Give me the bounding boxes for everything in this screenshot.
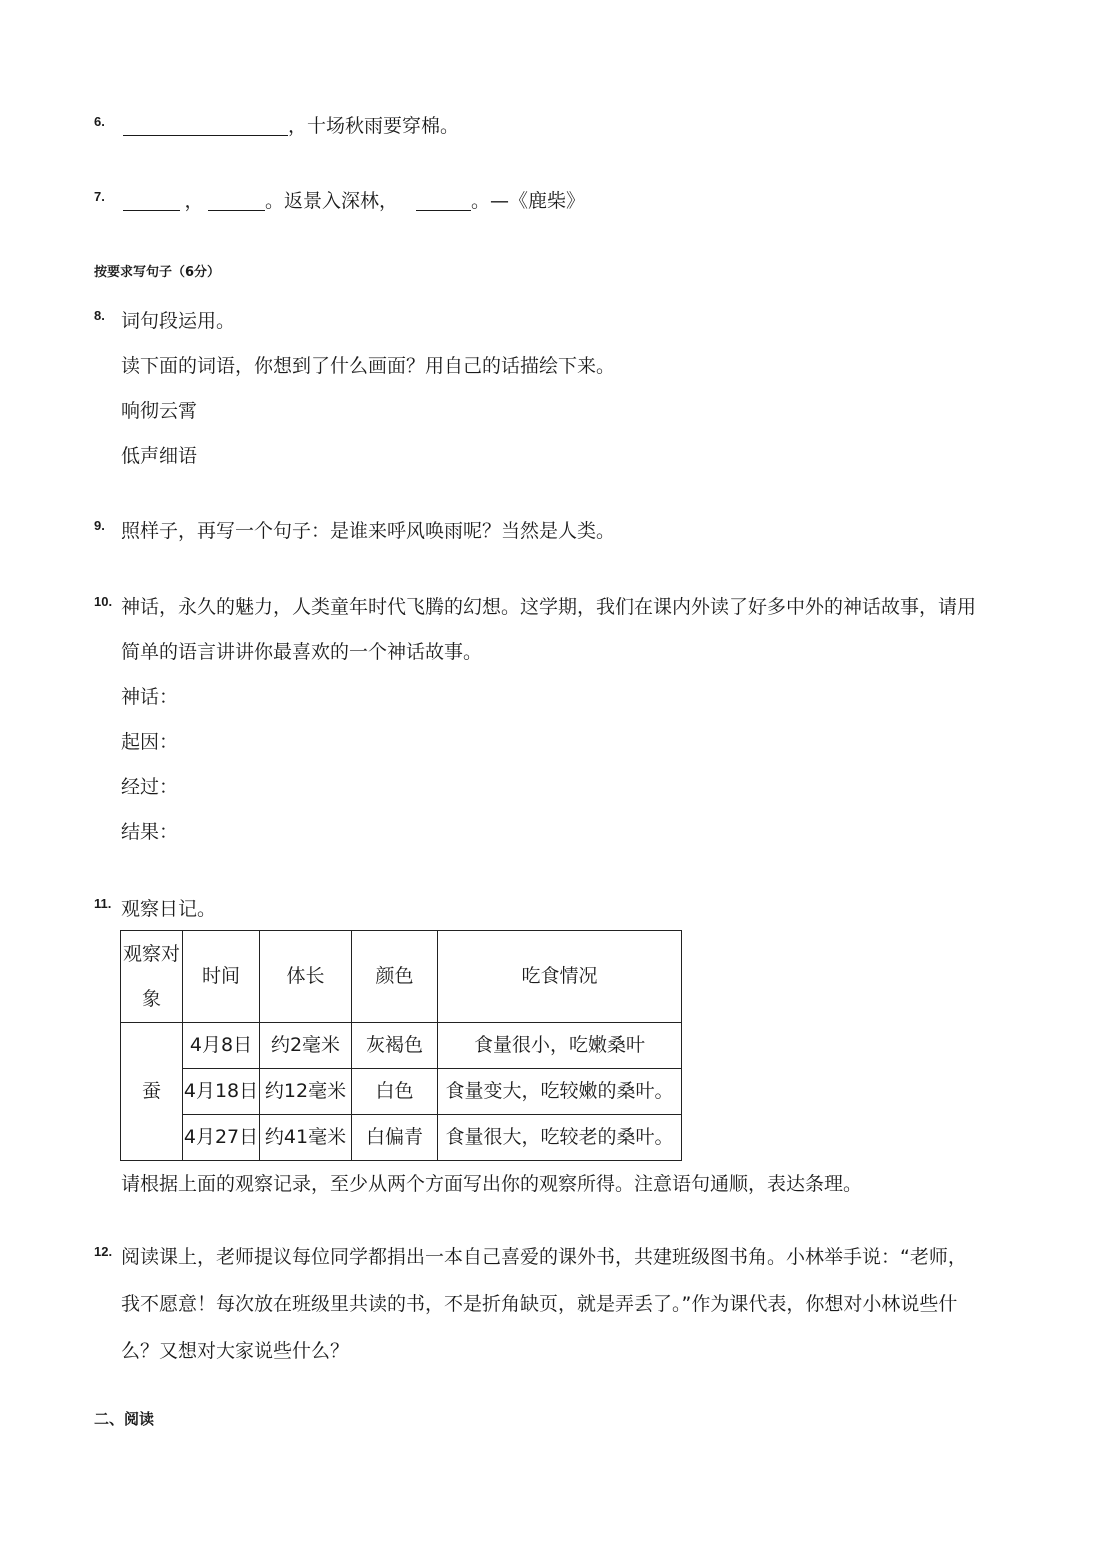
observation-table (120, 930, 682, 1161)
question-11-title: 观察日记。 (121, 898, 217, 920)
question-7-end: 。—《鹿柴》 (471, 190, 586, 212)
myth-label: 神话： (121, 686, 179, 708)
table-header: 观察对象 (121, 931, 183, 1023)
question-12-line-1: 阅读课上，老师提议每位同学都捐出一本自己喜爱的课外书，共建班级图书角。小林举手说：“老师， (121, 1246, 967, 1268)
table-header: 体长 (260, 931, 352, 1023)
table-cell: 白色 (352, 1069, 438, 1115)
section-heading-write: 按要求写句子（6分） (94, 265, 221, 280)
section-heading-read: 二、阅读 (94, 1410, 155, 1428)
table-cell: 食量变大，吃较嫩的桑叶。 (438, 1069, 682, 1115)
table-cell: 约41毫米 (260, 1115, 352, 1161)
question-6-line (123, 114, 459, 138)
question-7-line (123, 189, 585, 213)
question-8-title: 词句段运用。 (121, 310, 236, 332)
table-cell: 食量很大，吃较老的桑叶。 (438, 1115, 682, 1161)
question-number: 11. (94, 896, 112, 911)
question-10-line-2: 简单的语言讲讲你最喜欢的一个神话故事。 (121, 641, 483, 663)
cause-label: 起因： (121, 731, 179, 753)
question-12-line-3: 么？又想对大家说些什么？ (121, 1340, 350, 1362)
answer-blank[interactable] (208, 190, 265, 211)
answer-blank[interactable] (123, 115, 288, 136)
table-header-row (121, 931, 682, 1023)
question-7-mid: 。返景入深林， (265, 190, 399, 212)
answer-blank[interactable] (123, 190, 180, 211)
question-6-text: ，十场秋雨要穿棉。 (288, 115, 460, 137)
process-label: 经过： (121, 776, 179, 798)
subject-cell: 蚕 (121, 1023, 183, 1161)
question-number: 9. (94, 518, 105, 533)
table-header: 时间 (183, 931, 260, 1023)
result-label: 结果： (121, 821, 179, 843)
table-cell: 白偏青 (352, 1115, 438, 1161)
table-header: 吃食情况 (438, 931, 682, 1023)
table-cell: 4月8日 (183, 1023, 260, 1069)
question-number: 12. (94, 1244, 113, 1259)
table-cell: 4月27日 (183, 1115, 260, 1161)
question-11-instruction: 请根据上面的观察记录，至少从两个方面写出你的观察所得。注意语句通顺，表达条理。 (121, 1173, 863, 1195)
table-cell: 约2毫米 (260, 1023, 352, 1069)
table-row (121, 1115, 682, 1161)
question-number: 8. (94, 308, 105, 323)
question-8-word-2: 低声细语 (121, 445, 198, 467)
question-number: 6. (94, 114, 105, 129)
comma: ， (184, 190, 204, 212)
question-12-line-2: 我不愿意！每次放在班级里共读的书，不是折角缺页，就是弄丢了。”作为课代表，你想对小林说些什 (121, 1293, 958, 1315)
question-number: 10. (94, 594, 113, 609)
question-8-word-1: 响彻云霄 (121, 400, 198, 422)
question-9-text: 照样子，再写一个句子：是谁来呼风唤雨呢？当然是人类。 (121, 520, 616, 542)
question-number: 7. (94, 189, 105, 204)
table-row (121, 1023, 682, 1069)
table-cell: 约12毫米 (260, 1069, 352, 1115)
question-8-prompt: 读下面的词语，你想到了什么画面？用自己的话描绘下来。 (121, 355, 616, 377)
table-cell: 食量很小，吃嫩桑叶 (438, 1023, 682, 1069)
question-10-line-1: 神话，永久的魅力，人类童年时代飞腾的幻想。这学期，我们在课内外读了好多中外的神话故事，请用 (121, 596, 977, 618)
table-header: 颜色 (352, 931, 438, 1023)
table-cell: 4月18日 (183, 1069, 260, 1115)
table-row (121, 1069, 682, 1115)
answer-blank[interactable] (416, 190, 471, 211)
table-cell: 灰褐色 (352, 1023, 438, 1069)
